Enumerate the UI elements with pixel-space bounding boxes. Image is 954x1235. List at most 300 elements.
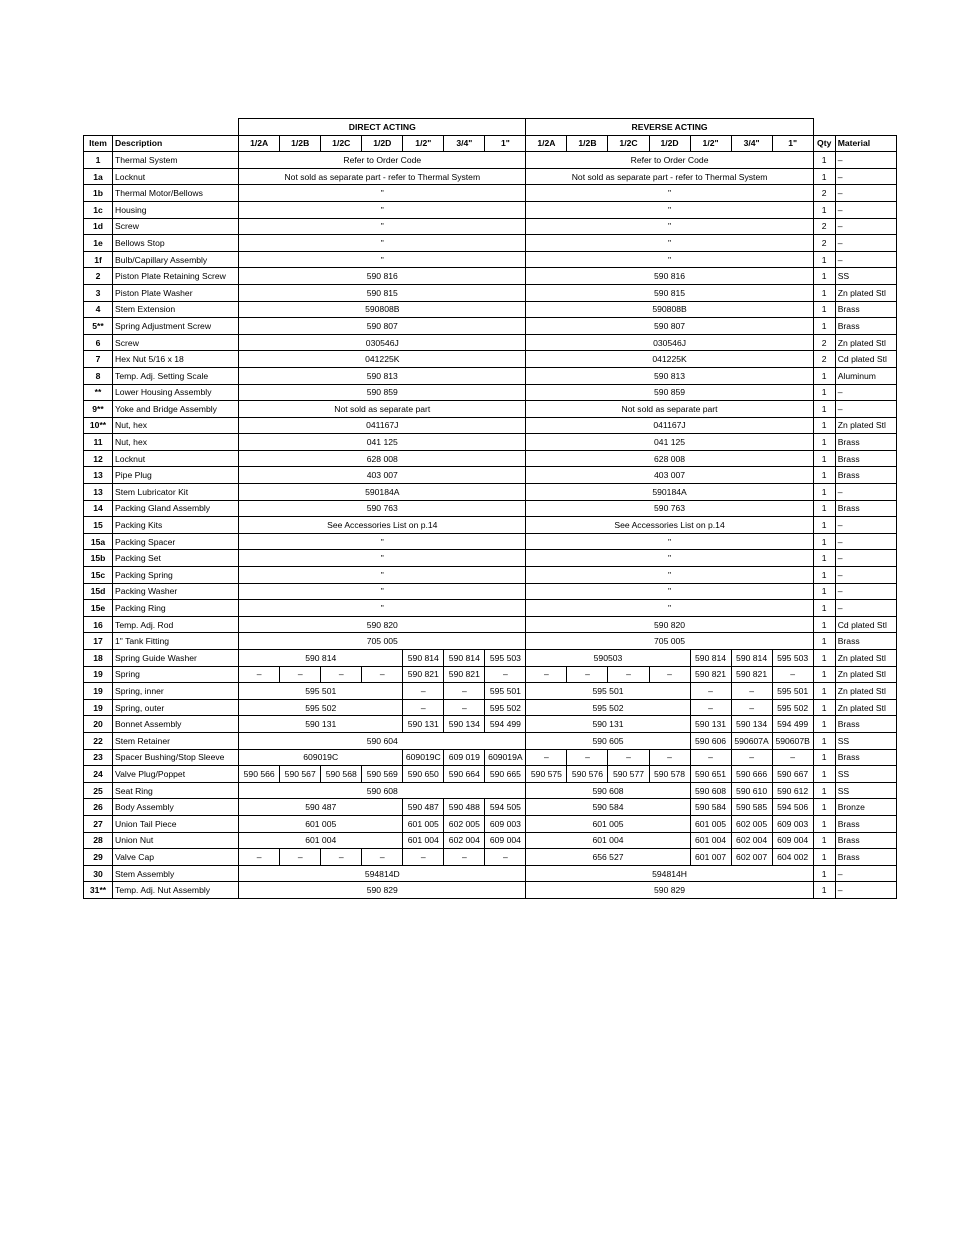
reverse-acting-cell: – bbox=[772, 749, 813, 766]
item-number-cell: 10** bbox=[84, 417, 113, 434]
qty-cell: 2 bbox=[813, 351, 835, 368]
direct-acting-cell: " bbox=[239, 201, 526, 218]
material-cell: – bbox=[835, 384, 896, 401]
reverse-acting-cell: 590 814 bbox=[731, 650, 772, 667]
table-row bbox=[84, 401, 897, 418]
item-number-cell: 1a bbox=[84, 168, 113, 185]
table-row bbox=[84, 865, 897, 882]
table-row bbox=[84, 732, 897, 749]
item-number-cell: 15c bbox=[84, 567, 113, 584]
description-cell: Yoke and Bridge Assembly bbox=[113, 401, 239, 418]
item-number-cell: 19 bbox=[84, 666, 113, 683]
qty-cell: 1 bbox=[813, 152, 835, 169]
direct-acting-cell: 590808B bbox=[239, 301, 526, 318]
column-header: 1/2D bbox=[362, 135, 403, 152]
reverse-acting-cell: 590 807 bbox=[526, 318, 813, 335]
reverse-acting-cell: 602 005 bbox=[731, 815, 772, 832]
description-cell: Lower Housing Assembly bbox=[113, 384, 239, 401]
qty-cell: 1 bbox=[813, 367, 835, 384]
material-cell: Zn plated Stl bbox=[835, 334, 896, 351]
material-cell: Brass bbox=[835, 815, 896, 832]
reverse-acting-cell: – bbox=[731, 749, 772, 766]
direct-acting-cell: 602 005 bbox=[444, 815, 485, 832]
direct-acting-cell: – bbox=[239, 666, 280, 683]
direct-acting-cell: 590 131 bbox=[403, 716, 444, 733]
direct-acting-cell: 590 807 bbox=[239, 318, 526, 335]
reverse-acting-cell: " bbox=[526, 251, 813, 268]
item-number-cell: 15 bbox=[84, 517, 113, 534]
material-cell: Brass bbox=[835, 301, 896, 318]
parts-table bbox=[83, 118, 897, 899]
direct-acting-cell: 590 488 bbox=[444, 799, 485, 816]
table-row bbox=[84, 600, 897, 617]
item-number-cell: 1f bbox=[84, 251, 113, 268]
material-cell: SS bbox=[835, 732, 896, 749]
item-number-cell: 2 bbox=[84, 268, 113, 285]
reverse-acting-cell: 656 527 bbox=[526, 849, 690, 866]
qty-cell: 1 bbox=[813, 683, 835, 700]
column-header: 3/4" bbox=[731, 135, 772, 152]
reverse-acting-cell: 590 859 bbox=[526, 384, 813, 401]
description-cell: Spring, outer bbox=[113, 699, 239, 716]
qty-cell: 1 bbox=[813, 650, 835, 667]
direct-acting-cell: 030546J bbox=[239, 334, 526, 351]
reverse-acting-cell: 590 815 bbox=[526, 284, 813, 301]
direct-acting-cell: 595 503 bbox=[485, 650, 526, 667]
material-cell: SS bbox=[835, 782, 896, 799]
reverse-acting-cell: 705 005 bbox=[526, 633, 813, 650]
material-cell: Brass bbox=[835, 633, 896, 650]
direct-acting-cell: 609019A bbox=[485, 749, 526, 766]
description-cell: Screw bbox=[113, 218, 239, 235]
material-cell: Zn plated Stl bbox=[835, 666, 896, 683]
table-row bbox=[84, 434, 897, 451]
qty-cell: 1 bbox=[813, 467, 835, 484]
direct-acting-cell: 590 487 bbox=[239, 799, 403, 816]
item-number-cell: 30 bbox=[84, 865, 113, 882]
table-row bbox=[84, 218, 897, 235]
direct-acting-cell: – bbox=[403, 699, 444, 716]
item-number-cell: 25 bbox=[84, 782, 113, 799]
qty-cell: 1 bbox=[813, 201, 835, 218]
reverse-acting-cell: – bbox=[567, 666, 608, 683]
direct-acting-cell: 590 814 bbox=[444, 650, 485, 667]
item-number-cell: 24 bbox=[84, 766, 113, 783]
table-row bbox=[84, 185, 897, 202]
item-number-cell: 9** bbox=[84, 401, 113, 418]
reverse-acting-cell: " bbox=[526, 218, 813, 235]
description-cell: Stem Retainer bbox=[113, 732, 239, 749]
qty-cell: 1 bbox=[813, 766, 835, 783]
material-cell: Brass bbox=[835, 849, 896, 866]
material-cell: Cd plated Stl bbox=[835, 351, 896, 368]
direct-acting-cell: 590 568 bbox=[321, 766, 362, 783]
column-header: Qty bbox=[813, 135, 835, 152]
table-row bbox=[84, 650, 897, 667]
direct-acting-cell: " bbox=[239, 600, 526, 617]
item-number-cell: 19 bbox=[84, 699, 113, 716]
reverse-acting-cell: 590808B bbox=[526, 301, 813, 318]
material-cell: Brass bbox=[835, 749, 896, 766]
direct-acting-cell: 590 814 bbox=[403, 650, 444, 667]
direct-acting-cell: 602 004 bbox=[444, 832, 485, 849]
direct-acting-cell: 595 502 bbox=[485, 699, 526, 716]
reverse-acting-cell: – bbox=[649, 749, 690, 766]
material-cell: – bbox=[835, 484, 896, 501]
table-row bbox=[84, 417, 897, 434]
material-cell: – bbox=[835, 583, 896, 600]
direct-acting-cell: 594814D bbox=[239, 865, 526, 882]
material-cell: Zn plated Stl bbox=[835, 284, 896, 301]
item-number-cell: 19 bbox=[84, 683, 113, 700]
item-number-cell: 8 bbox=[84, 367, 113, 384]
description-cell: Stem Extension bbox=[113, 301, 239, 318]
item-number-cell: 1e bbox=[84, 235, 113, 252]
description-cell: Packing Spring bbox=[113, 567, 239, 584]
description-cell: Thermal Motor/Bellows bbox=[113, 185, 239, 202]
reverse-acting-cell: 595 502 bbox=[526, 699, 690, 716]
qty-cell: 1 bbox=[813, 500, 835, 517]
table-row bbox=[84, 882, 897, 899]
reverse-acting-cell: 590 131 bbox=[526, 716, 690, 733]
direct-acting-cell: 041167J bbox=[239, 417, 526, 434]
material-cell: SS bbox=[835, 268, 896, 285]
description-cell: Stem Lubricator Kit bbox=[113, 484, 239, 501]
direct-acting-cell: 590 487 bbox=[403, 799, 444, 816]
direct-acting-cell: Not sold as separate part - refer to Thermal System bbox=[239, 168, 526, 185]
table-row bbox=[84, 683, 897, 700]
material-cell: Brass bbox=[835, 467, 896, 484]
description-cell: Packing Kits bbox=[113, 517, 239, 534]
table-row bbox=[84, 832, 897, 849]
direct-acting-cell: 590 131 bbox=[239, 716, 403, 733]
qty-cell: 1 bbox=[813, 517, 835, 534]
reverse-acting-cell: 590 813 bbox=[526, 367, 813, 384]
qty-cell: 2 bbox=[813, 218, 835, 235]
table-row bbox=[84, 849, 897, 866]
direct-acting-cell: " bbox=[239, 235, 526, 252]
reverse-acting-cell: 590184A bbox=[526, 484, 813, 501]
table-row bbox=[84, 782, 897, 799]
material-cell: Zn plated Stl bbox=[835, 699, 896, 716]
reverse-acting-cell: See Accessories List on p.14 bbox=[526, 517, 813, 534]
reverse-acting-cell: – bbox=[690, 683, 731, 700]
item-number-cell: 16 bbox=[84, 616, 113, 633]
column-header: Description bbox=[113, 135, 239, 152]
material-cell: Brass bbox=[835, 500, 896, 517]
direct-acting-cell: – bbox=[444, 699, 485, 716]
direct-acting-cell: 595 501 bbox=[239, 683, 403, 700]
direct-acting-cell: See Accessories List on p.14 bbox=[239, 517, 526, 534]
column-header: 1/2A bbox=[239, 135, 280, 152]
table-row bbox=[84, 815, 897, 832]
description-cell: Locknut bbox=[113, 450, 239, 467]
qty-cell: 1 bbox=[813, 815, 835, 832]
qty-cell: 1 bbox=[813, 749, 835, 766]
qty-cell: 1 bbox=[813, 633, 835, 650]
direct-acting-cell: 590 567 bbox=[280, 766, 321, 783]
material-cell: – bbox=[835, 517, 896, 534]
table-row bbox=[84, 235, 897, 252]
reverse-acting-cell: 590 576 bbox=[567, 766, 608, 783]
table-row bbox=[84, 201, 897, 218]
description-cell: Packing Gland Assembly bbox=[113, 500, 239, 517]
description-cell: Spring Guide Washer bbox=[113, 650, 239, 667]
column-header: 1" bbox=[485, 135, 526, 152]
reverse-acting-cell: " bbox=[526, 235, 813, 252]
direct-acting-cell: 590 816 bbox=[239, 268, 526, 285]
direct-acting-cell: – bbox=[239, 849, 280, 866]
table-row bbox=[84, 168, 897, 185]
description-cell: Spring bbox=[113, 666, 239, 683]
table-row bbox=[84, 384, 897, 401]
qty-cell: 1 bbox=[813, 268, 835, 285]
description-cell: Spring, inner bbox=[113, 683, 239, 700]
qty-cell: 1 bbox=[813, 699, 835, 716]
direct-acting-cell: 590 829 bbox=[239, 882, 526, 899]
item-number-cell: 29 bbox=[84, 849, 113, 866]
direct-acting-cell: – bbox=[280, 666, 321, 683]
header-spacer-right bbox=[813, 119, 896, 136]
table-row bbox=[84, 318, 897, 335]
direct-acting-cell: 590 566 bbox=[239, 766, 280, 783]
qty-cell: 1 bbox=[813, 782, 835, 799]
reverse-acting-cell: 041167J bbox=[526, 417, 813, 434]
qty-cell: 1 bbox=[813, 583, 835, 600]
qty-cell: 1 bbox=[813, 849, 835, 866]
item-number-cell: 3 bbox=[84, 284, 113, 301]
reverse-acting-cell: 590 606 bbox=[690, 732, 731, 749]
description-cell: Piston Plate Retaining Screw bbox=[113, 268, 239, 285]
table-row bbox=[84, 567, 897, 584]
reverse-acting-cell: 590 577 bbox=[608, 766, 649, 783]
item-number-cell: 27 bbox=[84, 815, 113, 832]
reverse-acting-cell: Refer to Order Code bbox=[526, 152, 813, 169]
material-cell: – bbox=[835, 567, 896, 584]
description-cell: Bellows Stop bbox=[113, 235, 239, 252]
description-cell: Stem Assembly bbox=[113, 865, 239, 882]
reverse-acting-cell: – bbox=[731, 699, 772, 716]
qty-cell: 1 bbox=[813, 450, 835, 467]
table-row bbox=[84, 301, 897, 318]
direct-acting-cell: 601 005 bbox=[239, 815, 403, 832]
description-cell: Packing Ring bbox=[113, 600, 239, 617]
table-row bbox=[84, 666, 897, 683]
direct-acting-cell: " bbox=[239, 583, 526, 600]
direct-acting-cell: 590 665 bbox=[485, 766, 526, 783]
reverse-acting-cell: – bbox=[690, 749, 731, 766]
direct-acting-cell: 601 004 bbox=[239, 832, 403, 849]
material-cell: Cd plated Stl bbox=[835, 616, 896, 633]
direct-acting-cell: Not sold as separate part bbox=[239, 401, 526, 418]
reverse-acting-cell: 590 575 bbox=[526, 766, 567, 783]
reverse-acting-cell: 590 821 bbox=[690, 666, 731, 683]
direct-acting-cell: 590 820 bbox=[239, 616, 526, 633]
direct-acting-cell: – bbox=[321, 666, 362, 683]
material-cell: – bbox=[835, 882, 896, 899]
qty-cell: 1 bbox=[813, 301, 835, 318]
reverse-acting-cell: 590 605 bbox=[526, 732, 690, 749]
reverse-acting-cell: 590 608 bbox=[526, 782, 690, 799]
reverse-acting-cell: 594 499 bbox=[772, 716, 813, 733]
reverse-acting-cell: 590 820 bbox=[526, 616, 813, 633]
item-number-cell: 1c bbox=[84, 201, 113, 218]
description-cell: Piston Plate Washer bbox=[113, 284, 239, 301]
reverse-acting-cell: 590 612 bbox=[772, 782, 813, 799]
reverse-acting-cell: " bbox=[526, 550, 813, 567]
direct-acting-cell: 705 005 bbox=[239, 633, 526, 650]
material-cell: – bbox=[835, 401, 896, 418]
qty-cell: 1 bbox=[813, 865, 835, 882]
direct-acting-cell: – bbox=[403, 683, 444, 700]
material-cell: – bbox=[835, 152, 896, 169]
reverse-acting-cell: 601 007 bbox=[690, 849, 731, 866]
reverse-acting-cell: 590 584 bbox=[690, 799, 731, 816]
column-header-row bbox=[84, 135, 897, 152]
item-number-cell: 13 bbox=[84, 467, 113, 484]
qty-cell: 1 bbox=[813, 284, 835, 301]
reverse-acting-cell: 601 005 bbox=[690, 815, 731, 832]
material-cell: – bbox=[835, 218, 896, 235]
column-header: Item bbox=[84, 135, 113, 152]
qty-cell: 1 bbox=[813, 600, 835, 617]
qty-cell: 1 bbox=[813, 882, 835, 899]
reverse-acting-cell: 590 578 bbox=[649, 766, 690, 783]
direct-acting-cell: " bbox=[239, 567, 526, 584]
qty-cell: 1 bbox=[813, 832, 835, 849]
direct-acting-cell: 041 125 bbox=[239, 434, 526, 451]
direct-acting-cell: " bbox=[239, 251, 526, 268]
material-cell: – bbox=[835, 550, 896, 567]
reverse-acting-cell: 601 005 bbox=[526, 815, 690, 832]
description-cell: 1" Tank Fitting bbox=[113, 633, 239, 650]
reverse-acting-cell: – bbox=[608, 666, 649, 683]
item-number-cell: 23 bbox=[84, 749, 113, 766]
reverse-acting-cell: 590607B bbox=[772, 732, 813, 749]
column-header: 1/2" bbox=[690, 135, 731, 152]
column-header: 1" bbox=[772, 135, 813, 152]
reverse-acting-cell: 590 667 bbox=[772, 766, 813, 783]
reverse-acting-cell: Not sold as separate part - refer to Thermal System bbox=[526, 168, 813, 185]
description-cell: Spacer Bushing/Stop Sleeve bbox=[113, 749, 239, 766]
reverse-acting-cell: 602 004 bbox=[731, 832, 772, 849]
qty-cell: 1 bbox=[813, 666, 835, 683]
item-number-cell: 12 bbox=[84, 450, 113, 467]
item-number-cell: 26 bbox=[84, 799, 113, 816]
material-cell: Bronze bbox=[835, 799, 896, 816]
table-row bbox=[84, 716, 897, 733]
reverse-acting-cell: " bbox=[526, 567, 813, 584]
direct-acting-cell: 609019C bbox=[403, 749, 444, 766]
column-header: 3/4" bbox=[444, 135, 485, 152]
direct-acting-cell: 590 821 bbox=[403, 666, 444, 683]
reverse-acting-cell: – bbox=[772, 666, 813, 683]
reverse-acting-cell: 604 002 bbox=[772, 849, 813, 866]
item-number-cell: 15e bbox=[84, 600, 113, 617]
direct-acting-cell: – bbox=[362, 849, 403, 866]
direct-acting-cell: 590 821 bbox=[444, 666, 485, 683]
reverse-acting-cell: 590 821 bbox=[731, 666, 772, 683]
direct-acting-cell: 628 008 bbox=[239, 450, 526, 467]
reverse-acting-cell: " bbox=[526, 533, 813, 550]
item-number-cell: 17 bbox=[84, 633, 113, 650]
qty-cell: 1 bbox=[813, 567, 835, 584]
material-cell: – bbox=[835, 865, 896, 882]
description-cell: Nut, hex bbox=[113, 434, 239, 451]
item-number-cell: 7 bbox=[84, 351, 113, 368]
reverse-acting-cell: 403 007 bbox=[526, 467, 813, 484]
reverse-acting-cell: – bbox=[567, 749, 608, 766]
qty-cell: 1 bbox=[813, 318, 835, 335]
material-cell: – bbox=[835, 251, 896, 268]
table-row bbox=[84, 334, 897, 351]
item-number-cell: 15a bbox=[84, 533, 113, 550]
description-cell: Thermal System bbox=[113, 152, 239, 169]
qty-cell: 1 bbox=[813, 484, 835, 501]
direct-acting-cell: – bbox=[485, 666, 526, 683]
table-row bbox=[84, 799, 897, 816]
table-row bbox=[84, 467, 897, 484]
reverse-acting-cell: 041 125 bbox=[526, 434, 813, 451]
direct-acting-cell: 595 501 bbox=[485, 683, 526, 700]
description-cell: Union Nut bbox=[113, 832, 239, 849]
material-cell: – bbox=[835, 185, 896, 202]
qty-cell: 1 bbox=[813, 384, 835, 401]
reverse-acting-cell: 595 501 bbox=[772, 683, 813, 700]
material-cell: – bbox=[835, 235, 896, 252]
qty-cell: 1 bbox=[813, 417, 835, 434]
direct-acting-cell: 403 007 bbox=[239, 467, 526, 484]
reverse-acting-cell: 601 004 bbox=[690, 832, 731, 849]
item-number-cell: 1 bbox=[84, 152, 113, 169]
qty-cell: 1 bbox=[813, 716, 835, 733]
item-number-cell: 14 bbox=[84, 500, 113, 517]
reverse-acting-cell: 590 814 bbox=[690, 650, 731, 667]
direct-acting-cell: " bbox=[239, 185, 526, 202]
reverse-acting-cell: – bbox=[608, 749, 649, 766]
qty-cell: 1 bbox=[813, 533, 835, 550]
reverse-acting-cell: 594814H bbox=[526, 865, 813, 882]
item-number-cell: ** bbox=[84, 384, 113, 401]
item-number-cell: 13 bbox=[84, 484, 113, 501]
direct-acting-cell: 609 004 bbox=[485, 832, 526, 849]
table-row bbox=[84, 533, 897, 550]
qty-cell: 2 bbox=[813, 185, 835, 202]
reverse-acting-cell: 590503 bbox=[526, 650, 690, 667]
reverse-acting-cell: 590 763 bbox=[526, 500, 813, 517]
reverse-acting-header: REVERSE ACTING bbox=[526, 119, 813, 136]
reverse-acting-cell: " bbox=[526, 600, 813, 617]
direct-acting-cell: 590 608 bbox=[239, 782, 526, 799]
table-row bbox=[84, 500, 897, 517]
table-row bbox=[84, 699, 897, 716]
table-row bbox=[84, 367, 897, 384]
item-number-cell: 18 bbox=[84, 650, 113, 667]
reverse-acting-cell: 602 007 bbox=[731, 849, 772, 866]
material-cell: Brass bbox=[835, 450, 896, 467]
direct-acting-cell: 590 604 bbox=[239, 732, 526, 749]
direct-acting-cell: 590 813 bbox=[239, 367, 526, 384]
description-cell: Seat Ring bbox=[113, 782, 239, 799]
direct-acting-cell: 609 003 bbox=[485, 815, 526, 832]
description-cell: Temp. Adj. Nut Assembly bbox=[113, 882, 239, 899]
material-cell: Zn plated Stl bbox=[835, 683, 896, 700]
direct-acting-cell: 594 499 bbox=[485, 716, 526, 733]
description-cell: Valve Plug/Poppet bbox=[113, 766, 239, 783]
direct-acting-cell: 590184A bbox=[239, 484, 526, 501]
description-cell: Packing Washer bbox=[113, 583, 239, 600]
table-row bbox=[84, 749, 897, 766]
